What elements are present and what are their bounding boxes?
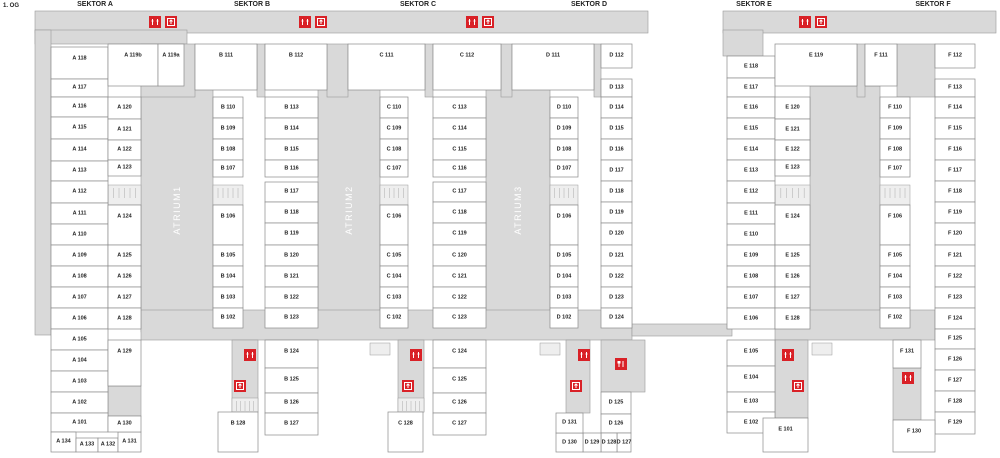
hall-f-top (897, 44, 935, 97)
unit-a-118[interactable] (51, 47, 108, 79)
unit-label-d-104: D 104 (556, 273, 572, 279)
unit-label-d-130: D 130 (562, 439, 577, 445)
unit-label-c-112: C 112 (459, 52, 475, 59)
unit-label-b-102: B 102 (220, 314, 236, 321)
unit-label-b-107: B 107 (220, 165, 236, 171)
unit-label-a-112: A 112 (72, 188, 87, 195)
unit-label-c-126: C 126 (452, 399, 467, 406)
unit-label-f-123: F 123 (947, 294, 963, 300)
unit-label-c-122: C 122 (452, 294, 467, 300)
unit-b-111[interactable] (195, 44, 257, 90)
unit-a-119a[interactable] (158, 44, 184, 86)
unit-label-b-127: B 127 (284, 420, 299, 427)
unit-label-a-115: A 115 (72, 124, 87, 131)
unit-label-b-115: B 115 (284, 146, 299, 152)
unit-label-b-126: B 126 (284, 399, 299, 406)
unit-label-e-117: E 117 (743, 84, 759, 90)
unit-label-e-128: E 128 (785, 315, 800, 321)
unit-label-b-123: B 123 (284, 314, 299, 321)
unit-label-b-108: B 108 (220, 146, 236, 152)
unit-label-f-125: F 125 (947, 335, 963, 342)
unit-label-a-111: A 111 (72, 210, 87, 216)
elevator-icon (234, 380, 246, 392)
unit-label-e-103: E 103 (743, 398, 759, 405)
wc-icon (410, 349, 422, 361)
unit-label-e-120: E 120 (785, 104, 800, 111)
unit-label-e-122: E 122 (785, 146, 800, 153)
unit-label-b-120: B 120 (284, 252, 299, 258)
unit-label-f-130: F 130 (906, 428, 922, 435)
unit-label-e-124: E 124 (785, 213, 800, 220)
unit-label-d-121: D 121 (609, 252, 624, 258)
wc-icon (244, 349, 256, 361)
unit-label-d-127: D 127 (616, 439, 632, 445)
sector-label-sektor-a: SEKTOR A (77, 1, 113, 8)
unit-label-d-119: D 119 (609, 209, 624, 215)
hall-c-gap (425, 44, 433, 97)
unit-label-f-127: F 127 (947, 377, 963, 383)
unit-label-c-117: C 117 (452, 188, 467, 195)
unit-f-111[interactable] (865, 44, 897, 86)
unit-label-b-103: B 103 (220, 294, 236, 300)
unit-label-d-118: D 118 (609, 188, 624, 194)
stairs-d-side (540, 343, 560, 355)
east-hall (810, 86, 880, 332)
unit-label-a-104: A 104 (72, 357, 87, 363)
unit-label-c-107: C 107 (386, 165, 402, 171)
unit-label-e-123: E 123 (785, 164, 800, 171)
unit-label-c-103: C 103 (386, 294, 402, 300)
unit-a-129[interactable] (108, 340, 141, 386)
wc-icon (149, 16, 161, 28)
unit-label-e-110: E 110 (743, 231, 759, 237)
unit-label-d-125: D 125 (608, 399, 624, 406)
unit-label-d-107: D 107 (556, 165, 572, 171)
unit-label-a-130: A 130 (117, 420, 132, 427)
unit-label-f-131: F 131 (899, 348, 915, 355)
unit-label-a-124: A 124 (117, 213, 132, 220)
unit-label-c-124: C 124 (452, 348, 467, 355)
elevator-icon (570, 380, 582, 392)
unit-label-f-108: F 108 (887, 146, 903, 152)
north-corridor-east (723, 11, 996, 33)
unit-label-c-104: C 104 (386, 273, 402, 279)
unit-label-f-121: F 121 (947, 252, 963, 258)
unit-label-f-117: F 117 (948, 167, 962, 173)
unit-label-f-112: F 112 (948, 52, 962, 59)
unit-label-c-120: C 120 (452, 252, 467, 258)
unit-label-d-112: D 112 (609, 52, 624, 59)
unit-label-f-104: F 104 (887, 273, 903, 279)
unit-label-c-108: C 108 (386, 146, 402, 152)
unit-label-a-134: A 134 (56, 438, 71, 445)
elevator-icon (482, 16, 494, 28)
floor-label: 1. OG (3, 3, 20, 9)
corridor-sector-a-top (35, 30, 187, 44)
unit-label-b-106: B 106 (220, 213, 236, 220)
elevator-icon (165, 16, 177, 28)
unit-label-a-121: A 121 (117, 126, 132, 132)
unit-label-b-125: B 125 (284, 376, 299, 383)
unit-label-b-122: B 122 (284, 294, 299, 300)
unit-label-c-111: C 111 (379, 52, 394, 59)
unit-label-c-114: C 114 (452, 125, 467, 131)
unit-label-a-117: A 117 (72, 84, 87, 91)
unit-label-b-128: B 128 (230, 420, 246, 427)
unit-label-a-120: A 120 (117, 104, 132, 111)
unit-label-d-123: D 123 (609, 294, 624, 300)
sector-label-sektor-e: SEKTOR E (736, 1, 772, 8)
wc-icon (299, 16, 311, 28)
unit-label-d-131: D 131 (562, 419, 577, 426)
unit-label-b-124: B 124 (284, 348, 299, 355)
unit-label-d-109: D 109 (556, 125, 572, 131)
unit-label-c-113: C 113 (452, 104, 467, 110)
unit-label-a-118: A 118 (72, 55, 87, 62)
unit-label-f-129: F 129 (947, 419, 963, 426)
atrium-label-1: ATRIUM1 (172, 185, 182, 235)
unit-label-f-124: F 124 (947, 315, 963, 321)
unit-label-b-116: B 116 (284, 165, 299, 171)
unit-label-d-116: D 116 (609, 146, 624, 152)
unit-a-124[interactable] (108, 205, 141, 245)
unit-label-a-123: A 123 (117, 164, 132, 171)
unit-c-128[interactable] (388, 412, 423, 452)
unit-label-d-129: D 129 (584, 439, 600, 445)
core-a (108, 386, 141, 416)
unit-label-d-120: D 120 (609, 230, 624, 237)
stairs-c-side (370, 343, 390, 355)
unit-label-f-113: F 113 (948, 84, 962, 91)
unit-label-a-129: A 129 (117, 348, 132, 355)
wc-icon (466, 16, 478, 28)
unit-b-112[interactable] (265, 44, 327, 90)
unit-label-f-128: F 128 (947, 398, 963, 404)
unit-label-e-115: E 115 (743, 125, 759, 131)
bridge-corridor (632, 324, 732, 336)
unit-label-f-110: F 110 (888, 104, 902, 110)
unit-label-b-121: B 121 (284, 273, 299, 279)
unit-label-c-125: C 125 (452, 376, 467, 383)
hall-c-d-top (501, 44, 512, 97)
unit-label-d-102: D 102 (556, 314, 572, 321)
hall-b-c-top (327, 44, 348, 97)
wc-icon (799, 16, 811, 28)
atrium-label-2: ATRIUM2 (344, 185, 354, 235)
unit-label-d-128: D 128 (601, 439, 617, 445)
unit-label-d-117: D 117 (609, 167, 624, 173)
unit-label-e-116: E 116 (743, 104, 759, 110)
unit-label-c-102: C 102 (386, 314, 402, 321)
unit-label-e-121: E 121 (785, 126, 800, 132)
unit-label-b-110: B 110 (220, 104, 236, 110)
unit-label-a-106: A 106 (72, 315, 87, 321)
sector-label-sektor-b: SEKTOR B (233, 1, 271, 8)
unit-label-e-112: E 112 (743, 188, 759, 195)
unit-label-b-119: B 119 (284, 230, 299, 237)
unit-label-f-119: F 119 (948, 209, 962, 215)
unit-b-106[interactable] (213, 205, 243, 245)
unit-label-f-109: F 109 (887, 125, 903, 131)
unit-label-d-108: D 108 (556, 146, 572, 152)
unit-label-d-103: D 103 (556, 294, 572, 300)
unit-label-d-111: D 111 (545, 52, 561, 59)
unit-label-a-116: A 116 (72, 103, 87, 110)
unit-label-e-108: E 108 (743, 273, 759, 279)
unit-label-b-113: B 113 (284, 104, 299, 110)
restaurant-icon (615, 358, 627, 370)
unit-label-b-111: B 111 (218, 52, 234, 59)
unit-label-e-111: E 111 (744, 210, 758, 216)
unit-label-a-126: A 126 (117, 273, 132, 279)
unit-label-e-126: E 126 (785, 273, 800, 279)
unit-label-c-106: C 106 (386, 213, 402, 220)
wc-icon (902, 372, 914, 384)
unit-label-c-119: C 119 (452, 230, 467, 237)
unit-label-a-102: A 102 (72, 399, 87, 405)
sector-label-sektor-f: SEKTOR F (915, 1, 951, 8)
unit-label-e-113: E 113 (743, 167, 759, 173)
unit-label-b-104: B 104 (220, 273, 236, 279)
corridor-sector-e-top (723, 30, 763, 56)
unit-label-a-125: A 125 (117, 252, 132, 258)
unit-label-f-111: F 111 (874, 52, 888, 59)
hall-e-f-gap (857, 44, 865, 97)
unit-label-a-127: A 127 (117, 294, 132, 300)
unit-label-f-115: F 115 (948, 125, 962, 131)
sector-label-sektor-d: SEKTOR D (570, 1, 608, 8)
unit-label-a-105: A 105 (72, 336, 87, 342)
unit-c-106[interactable] (380, 205, 408, 245)
unit-label-c-109: C 109 (386, 125, 402, 131)
unit-label-d-122: D 122 (609, 273, 624, 279)
unit-label-c-127: C 127 (452, 420, 467, 427)
unit-label-a-132: A 132 (100, 441, 116, 448)
unit-label-f-116: F 116 (948, 146, 962, 152)
unit-f-106[interactable] (880, 205, 910, 245)
elevator-icon (815, 16, 827, 28)
unit-label-f-118: F 118 (948, 188, 962, 194)
unit-label-d-124: D 124 (609, 314, 624, 321)
sector-label-sektor-c: SEKTOR C (399, 1, 437, 8)
unit-label-a-103: A 103 (72, 378, 87, 384)
unit-label-a-113: A 113 (72, 167, 87, 174)
unit-label-d-113: D 113 (609, 84, 624, 91)
unit-label-c-115: C 115 (452, 146, 467, 152)
unit-label-b-118: B 118 (284, 209, 299, 215)
unit-label-f-126: F 126 (947, 356, 963, 362)
unit-label-c-110: C 110 (386, 104, 402, 110)
elevator-icon (315, 16, 327, 28)
unit-label-e-119: E 119 (808, 52, 824, 59)
unit-label-c-118: C 118 (452, 209, 467, 215)
unit-label-f-106: F 106 (887, 213, 903, 220)
unit-label-d-106: D 106 (556, 213, 572, 220)
unit-label-f-105: F 105 (887, 252, 903, 258)
hall-d-gap (594, 44, 601, 97)
unit-label-e-109: E 109 (743, 252, 759, 258)
unit-f-130[interactable] (893, 420, 935, 452)
unit-label-c-121: C 121 (452, 273, 467, 279)
unit-label-d-110: D 110 (556, 104, 572, 110)
unit-label-b-109: B 109 (220, 125, 236, 131)
unit-label-b-112: B 112 (288, 52, 304, 59)
unit-label-d-115: D 115 (609, 125, 624, 131)
elevator-icon (792, 380, 804, 392)
wc-icon (578, 349, 590, 361)
unit-label-f-120: F 120 (947, 230, 963, 237)
unit-label-a-108: A 108 (72, 273, 87, 279)
unit-e-119[interactable] (775, 44, 857, 86)
unit-b-128[interactable] (218, 412, 258, 452)
hall-b-gap (257, 44, 265, 97)
wc-icon (782, 349, 794, 361)
unit-label-a-109: A 109 (72, 252, 87, 258)
unit-e-101[interactable] (763, 418, 808, 452)
unit-label-c-123: C 123 (452, 314, 467, 321)
unit-d-106[interactable] (550, 205, 578, 245)
unit-label-e-106: E 106 (743, 315, 759, 321)
unit-label-b-105: B 105 (220, 252, 236, 258)
unit-label-b-114: B 114 (284, 125, 299, 131)
unit-label-c-105: C 105 (386, 252, 402, 258)
unit-label-f-107: F 107 (887, 165, 903, 171)
unit-label-e-125: E 125 (785, 252, 800, 258)
stairs-e-side (812, 343, 832, 355)
unit-label-d-114: D 114 (609, 104, 624, 110)
unit-label-a-114: A 114 (72, 146, 87, 153)
unit-label-e-102: E 102 (743, 419, 759, 425)
unit-label-b-117: B 117 (284, 188, 299, 195)
unit-label-a-119a: A 119a (162, 52, 180, 59)
unit-d-111[interactable] (512, 44, 594, 90)
unit-label-e-118: E 118 (743, 63, 759, 70)
unit-label-f-122: F 122 (947, 273, 963, 279)
unit-a-119b[interactable] (108, 44, 158, 86)
unit-label-a-119b: A 119b (124, 52, 142, 59)
unit-e-124[interactable] (775, 205, 810, 245)
unit-label-f-102: F 102 (887, 314, 903, 321)
unit-label-a-133: A 133 (79, 441, 95, 448)
unit-label-c-128: C 128 (398, 420, 413, 427)
unit-label-a-128: A 128 (117, 315, 132, 321)
unit-label-c-116: C 116 (452, 165, 467, 171)
unit-label-d-126: D 126 (608, 420, 624, 426)
elevator-icon (402, 380, 414, 392)
unit-label-a-110: A 110 (72, 231, 87, 237)
atrium-label-3: ATRIUM3 (513, 185, 523, 235)
unit-c-112[interactable] (433, 44, 501, 90)
unit-label-e-114: E 114 (743, 146, 759, 152)
unit-label-a-122: A 122 (117, 146, 132, 153)
unit-label-e-105: E 105 (743, 348, 759, 355)
unit-label-a-107: A 107 (72, 294, 87, 300)
unit-label-e-101: E 101 (778, 426, 793, 433)
unit-c-111[interactable] (348, 44, 425, 90)
unit-label-e-104: E 104 (743, 374, 759, 381)
corridor-west-edge (35, 30, 51, 335)
unit-label-e-107: E 107 (743, 294, 759, 300)
unit-label-a-131: A 131 (122, 438, 137, 445)
unit-label-f-114: F 114 (948, 104, 962, 110)
unit-label-f-103: F 103 (887, 294, 903, 300)
unit-label-d-105: D 105 (556, 252, 572, 258)
unit-label-a-101: A 101 (72, 419, 87, 425)
unit-label-e-127: E 127 (785, 294, 800, 300)
